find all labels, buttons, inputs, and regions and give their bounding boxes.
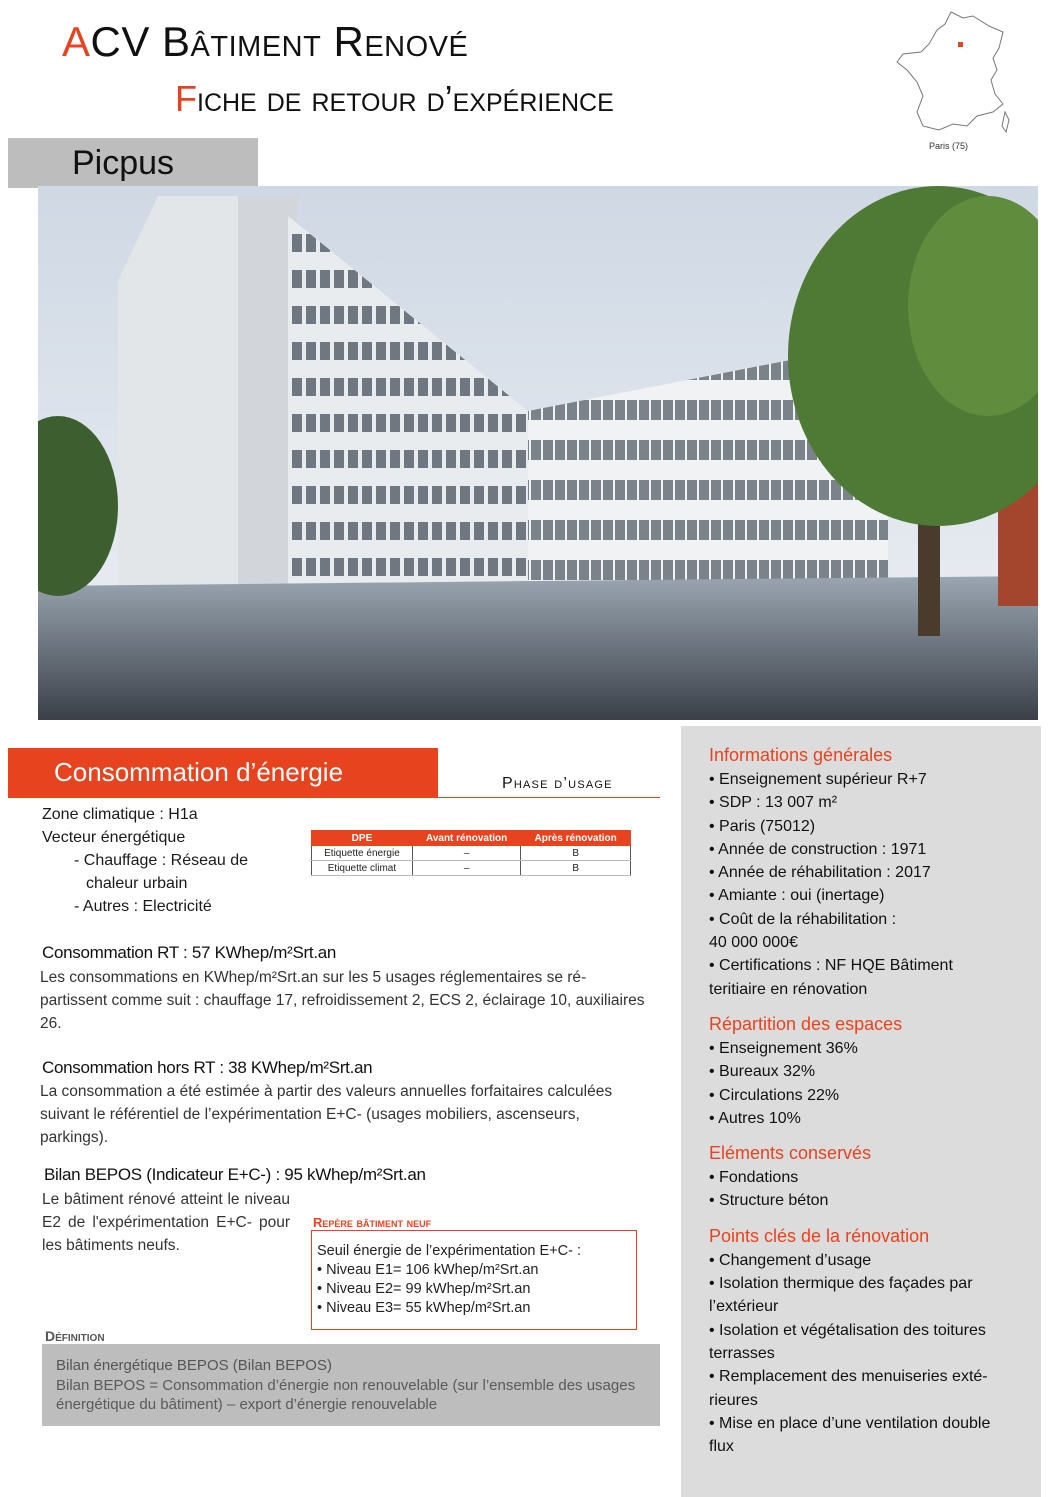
- general-info-item: 40 000 000€: [709, 934, 798, 952]
- general-info-item: • SDP : 13 007 m²: [709, 794, 838, 812]
- dpe-cell: B: [521, 846, 631, 861]
- definition-text: Bilan BEPOS = Consommation d’énergie non renouvelable (sur l’ensemble des usages énergétique du bâtiment) – export d’énergie renouvelable: [56, 1377, 636, 1413]
- key-points-item: terrasses: [709, 1344, 775, 1362]
- france-map-icon: [893, 8, 1013, 138]
- general-info-item: teritiaire en rénovation: [709, 980, 868, 998]
- new-building-reference-title: Repère bâtiment neuf: [313, 1215, 435, 1230]
- key-points-item: • Isolation thermique des façades par: [709, 1275, 973, 1293]
- document-title: [62, 18, 468, 66]
- general-info-item: • Année de construction : 1971: [709, 840, 927, 858]
- new-building-reference-body: [317, 1242, 581, 1318]
- rt-consumption-heading: Consommation RT : 57 KWhep/m²Srt.an: [42, 943, 337, 962]
- dpe-cell: B: [521, 861, 631, 876]
- dpe-cell: –: [412, 846, 520, 861]
- spaces-heading: Répartition des espaces: [709, 1013, 903, 1034]
- key-points-item: • Isolation et végétalisation des toitures: [709, 1321, 986, 1339]
- heating-line-cont: chaleur urbain: [86, 875, 188, 892]
- dpe-header: DPE: [312, 831, 413, 846]
- dpe-table: [311, 830, 631, 876]
- rt-consumption-text: Les consommations en KWhep/m²Srt.an sur les 5 usages réglementaires se ré-partissent comme suit : chauffage 17, refroidissement 2, ECS 2, éclairage 10, auxiliaires 26.: [40, 969, 645, 1032]
- key-points-item: • Mise en place d’une ventilation double: [709, 1414, 991, 1432]
- building-photo: [38, 186, 1038, 720]
- general-info-item: • Paris (75012): [709, 817, 816, 835]
- section-divider: [438, 797, 660, 798]
- spaces-item: • Circulations 22%: [709, 1086, 840, 1104]
- key-points-item: • Remplacement des menuiseries exté-: [709, 1368, 988, 1386]
- hors-rt-heading: Consommation hors RT : 38 KWhep/m²Srt.an: [42, 1058, 373, 1077]
- kept-elements-heading: Eléments conservés: [709, 1143, 872, 1164]
- other-energy: - Autres : Electricité: [74, 898, 212, 915]
- bepos-heading: Bilan BEPOS (Indicateur E+C-) : 95 kWhep/m²Srt.an: [44, 1165, 426, 1184]
- threshold-item: • Niveau E1= 106 kWhep/m²Srt.an: [317, 1262, 539, 1278]
- general-info-heading: Informations générales: [709, 745, 893, 765]
- sidebar-content: [709, 742, 1029, 1458]
- table-row: [312, 861, 631, 876]
- key-points-item: l’extérieur: [709, 1298, 779, 1316]
- table-row: [312, 846, 631, 861]
- energy-section-tab: [8, 748, 438, 798]
- dpe-cell: –: [412, 861, 520, 876]
- hors-rt-text: La consommation a été estimée à partir des valeurs annuelles forfaitaires calculées suivant le référentiel de l’expérimentation E+C- (usages mobiliers, ascenseurs, parkings).: [40, 1083, 613, 1146]
- general-info-item: • Certifications : NF HQE Bâtiment: [709, 957, 953, 975]
- threshold-intro: Seuil énergie de l’expérimentation E+C- :: [317, 1243, 581, 1259]
- key-points-heading: Points clés de la rénovation: [709, 1225, 930, 1246]
- dpe-header-row: [312, 831, 631, 846]
- spaces-item: • Enseignement 36%: [709, 1039, 858, 1057]
- threshold-item: • Niveau E3= 55 kWhep/m²Srt.an: [317, 1300, 531, 1316]
- dpe-cell: Etiquette énergie: [312, 846, 413, 861]
- definition-heading: Bilan énergétique BEPOS (Bilan BEPOS): [56, 1357, 332, 1374]
- climate-info: [42, 803, 248, 918]
- heating-line: - Chauffage : Réseau de: [74, 852, 249, 869]
- spaces-item: • Autres 10%: [709, 1109, 801, 1127]
- energy-section-title: Consommation d’énergie: [54, 757, 344, 787]
- energy-vector: Vecteur énergétique: [42, 829, 186, 846]
- subtitle-rest: iche de retour d’expérience: [197, 78, 614, 119]
- general-info-item: • Coût de la réhabilitation :: [709, 910, 897, 928]
- bepos-text: Le bâtiment rénové atteint le niveau E2 de l'expérimentation E+C- pour les bâtiments neufs.: [42, 1191, 290, 1254]
- title-rest: CV Bâtiment Renové: [90, 18, 469, 65]
- dpe-header: Avant rénovation: [412, 831, 520, 846]
- key-points-item: rieures: [709, 1391, 758, 1409]
- kept-elements-item: • Structure béton: [709, 1192, 829, 1210]
- spaces-item: • Bureaux 32%: [709, 1063, 816, 1081]
- project-name-tab: [8, 138, 258, 188]
- document-subtitle: [175, 78, 614, 120]
- subtitle-initial: F: [175, 78, 197, 119]
- dpe-cell: Etiquette climat: [312, 861, 413, 876]
- project-name: Picpus: [72, 144, 175, 182]
- key-points-item: flux: [709, 1438, 734, 1456]
- key-points-item: • Changement d’usage: [709, 1251, 872, 1269]
- general-info-item: • Amiante : oui (inertage): [709, 887, 885, 905]
- dpe-header: Après rénovation: [521, 831, 631, 846]
- definition-title: Définition: [45, 1328, 105, 1344]
- map-caption: Paris (75): [929, 141, 969, 151]
- phase-label: Phase d’usage: [502, 775, 613, 792]
- climate-zone: Zone climatique : H1a: [42, 806, 198, 823]
- general-info-item: • Année de réhabilitation : 2017: [709, 864, 931, 882]
- threshold-item: • Niveau E2= 99 kWhep/m²Srt.an: [317, 1281, 531, 1297]
- general-info-item: • Enseignement supérieur R+7: [709, 771, 927, 788]
- title-initial: A: [62, 18, 91, 65]
- kept-elements-item: • Fondations: [709, 1169, 799, 1187]
